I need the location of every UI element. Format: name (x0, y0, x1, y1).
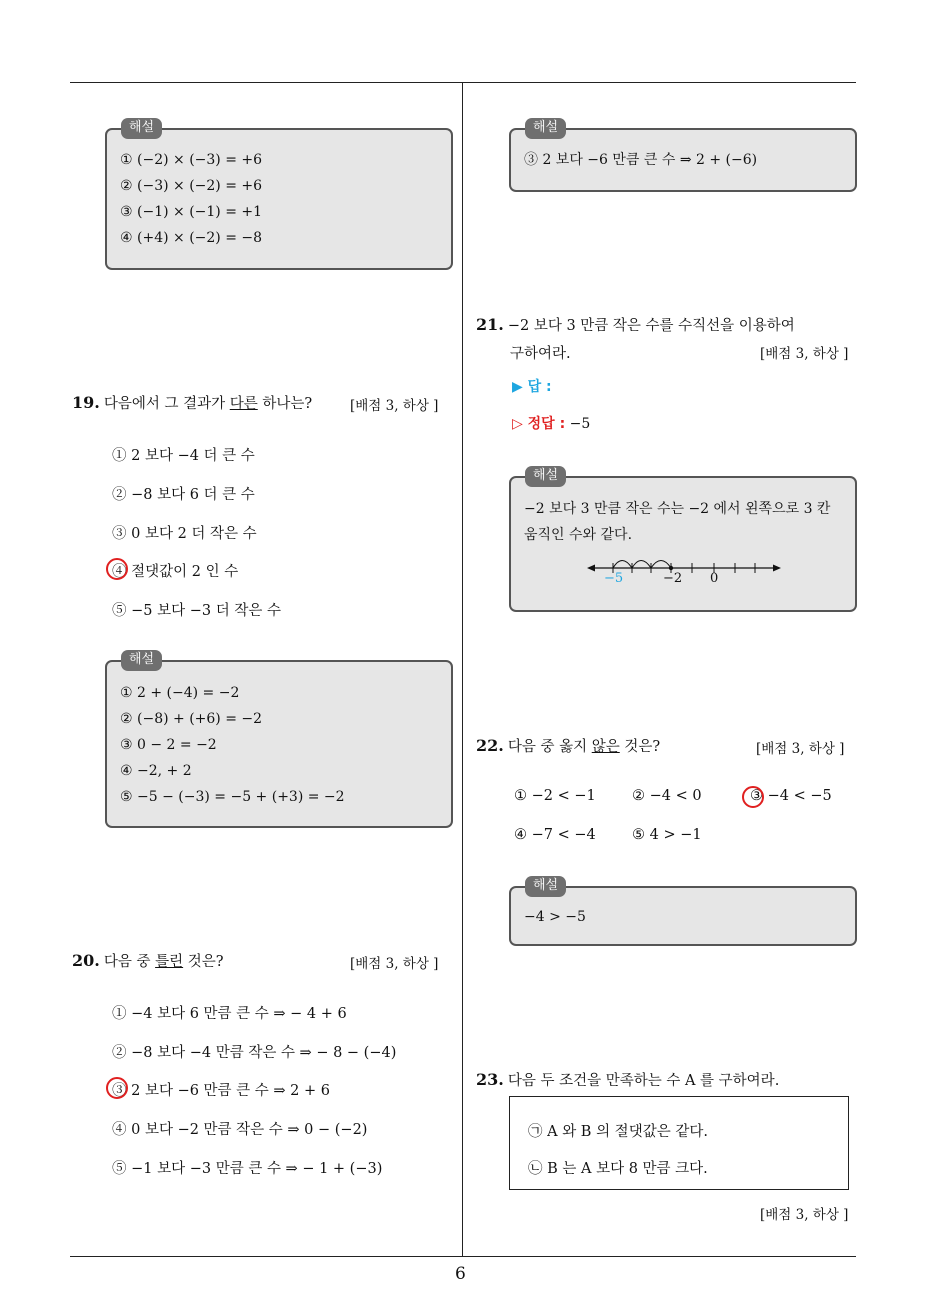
q20-option-5[interactable]: ⑤ −1 보다 −3 만큼 큰 수 ⇒ − 1 + (−3) (112, 1161, 383, 1177)
q22-points: [배점 3, 하상 ] (756, 741, 845, 757)
explanation-badge: 해설 (525, 466, 566, 487)
q21-number: 21. (476, 315, 504, 334)
q19-option-4[interactable]: ④ 절댓값이 2 인 수 (112, 564, 239, 580)
explanation-line: ② (−8) + (+6) = −2 (120, 711, 263, 727)
q23-question: 23. 다음 두 조건을 만족하는 수 A 를 구하여라. (476, 1070, 780, 1089)
explanation-line: ⑤ −5 − (−3) = −5 + (+3) = −2 (120, 789, 345, 805)
q19-option-3[interactable]: ③ 0 보다 2 더 작은 수 (112, 526, 257, 542)
q22-question: 22. 다음 중 옳지 않은 것은? (476, 736, 661, 755)
condition-2: ㉡ B 는 A 보다 8 만큼 크다. (528, 1161, 708, 1177)
q22-number: 22. (476, 736, 504, 755)
explanation-line: −4 > −5 (524, 909, 586, 925)
q22-option-2[interactable]: ② −4 < 0 (632, 788, 702, 804)
q19-option-5[interactable]: ⑤ −5 보다 −3 더 작은 수 (112, 603, 281, 619)
q22-explanation-box (509, 878, 857, 946)
selected-answer-mark (106, 558, 128, 580)
explanation-line: ① 2 + (−4) = −2 (120, 685, 240, 701)
number-line-label-start: −5 (604, 571, 624, 586)
q20-question: 20. 다음 중 틀린 것은? (72, 951, 224, 970)
q21-question: 21. −2 보다 3 만큼 작은 수를 수직선을 이용하여 (476, 315, 795, 334)
explanation-badge: 해설 (525, 876, 566, 897)
explanation-line: ③ 2 보다 −6 만큼 큰 수 ⇒ 2 + (−6) (524, 152, 758, 168)
q19-question: 19. 다음에서 그 결과가 다른 하나는? (72, 393, 313, 412)
q20-option-4[interactable]: ④ 0 보다 −2 만큼 작은 수 ⇒ 0 − (−2) (112, 1122, 368, 1138)
q20-option-1[interactable]: ① −4 보다 6 만큼 큰 수 ⇒ − 4 + 6 (112, 1006, 347, 1022)
explanation-badge: 해설 (121, 650, 162, 671)
explanation-badge: 해설 (525, 118, 566, 139)
q19-explanation-box (105, 652, 453, 828)
q18-explanation-box (105, 120, 453, 270)
selected-answer-mark (742, 786, 764, 808)
q22-option-5[interactable]: ⑤ 4 > −1 (632, 827, 702, 843)
number-line-label-mid: −2 (663, 571, 683, 586)
q23-points: [배점 3, 하상 ] (760, 1207, 849, 1223)
explanation-line: ② (−3) × (−2) = +6 (120, 178, 263, 194)
q22-option-1[interactable]: ① −2 < −1 (514, 788, 596, 804)
q20-points: [배점 3, 하상 ] (350, 956, 439, 972)
explanation-line: ④ (+4) × (−2) = −8 (120, 230, 263, 246)
q20-option-3[interactable]: ③ 2 보다 −6 만큼 큰 수 ⇒ 2 + 6 (112, 1083, 330, 1099)
column-divider (462, 82, 463, 1257)
explanation-line: ③ (−1) × (−1) = +1 (120, 204, 263, 220)
q22-option-3[interactable]: ③ −4 < −5 (750, 788, 832, 804)
number-line-label-zero: 0 (710, 571, 719, 586)
explanation-line: ③ 0 − 2 = −2 (120, 737, 217, 753)
q22-option-4[interactable]: ④ −7 < −4 (514, 827, 596, 843)
condition-1: ㉠ A 와 B 의 절댓값은 같다. (528, 1124, 708, 1140)
q19-number: 19. (72, 393, 100, 412)
q19-option-1[interactable]: ① 2 보다 −4 더 큰 수 (112, 448, 255, 464)
q19-points: [배점 3, 하상 ] (350, 398, 439, 414)
correct-answer (512, 413, 590, 433)
explanation-line: ④ −2, + 2 (120, 763, 192, 779)
q20-explanation-box (509, 120, 857, 192)
q19-option-2[interactable]: ② −8 보다 6 더 큰 수 (112, 487, 255, 503)
correct-answer-label: ▷ 정답 : (512, 416, 566, 432)
selected-answer-mark (106, 1077, 128, 1099)
q20-option-2[interactable]: ② −8 보다 −4 만큼 작은 수 ⇒ − 8 − (−4) (112, 1045, 397, 1061)
explanation-line: 움직인 수와 같다. (524, 527, 633, 543)
q21-points: [배점 3, 하상 ] (760, 346, 849, 362)
explanation-line: ① (−2) × (−3) = +6 (120, 152, 263, 168)
explanation-badge: 해설 (121, 118, 162, 139)
correct-answer-value: −5 (569, 416, 591, 432)
bottom-rule (70, 1256, 856, 1257)
q20-number: 20. (72, 951, 100, 970)
q23-number: 23. (476, 1070, 504, 1089)
explanation-line: −2 보다 3 만큼 작은 수는 −2 에서 왼쪽으로 3 칸 (524, 501, 831, 517)
q23-conditions-box (509, 1096, 849, 1190)
q21-question-line2: 구하여라. (510, 346, 571, 362)
top-rule (70, 82, 856, 83)
q21-explanation-box (509, 468, 857, 612)
page-number: 6 (455, 1264, 466, 1284)
answer-label: ▶ 답 : (512, 379, 552, 395)
